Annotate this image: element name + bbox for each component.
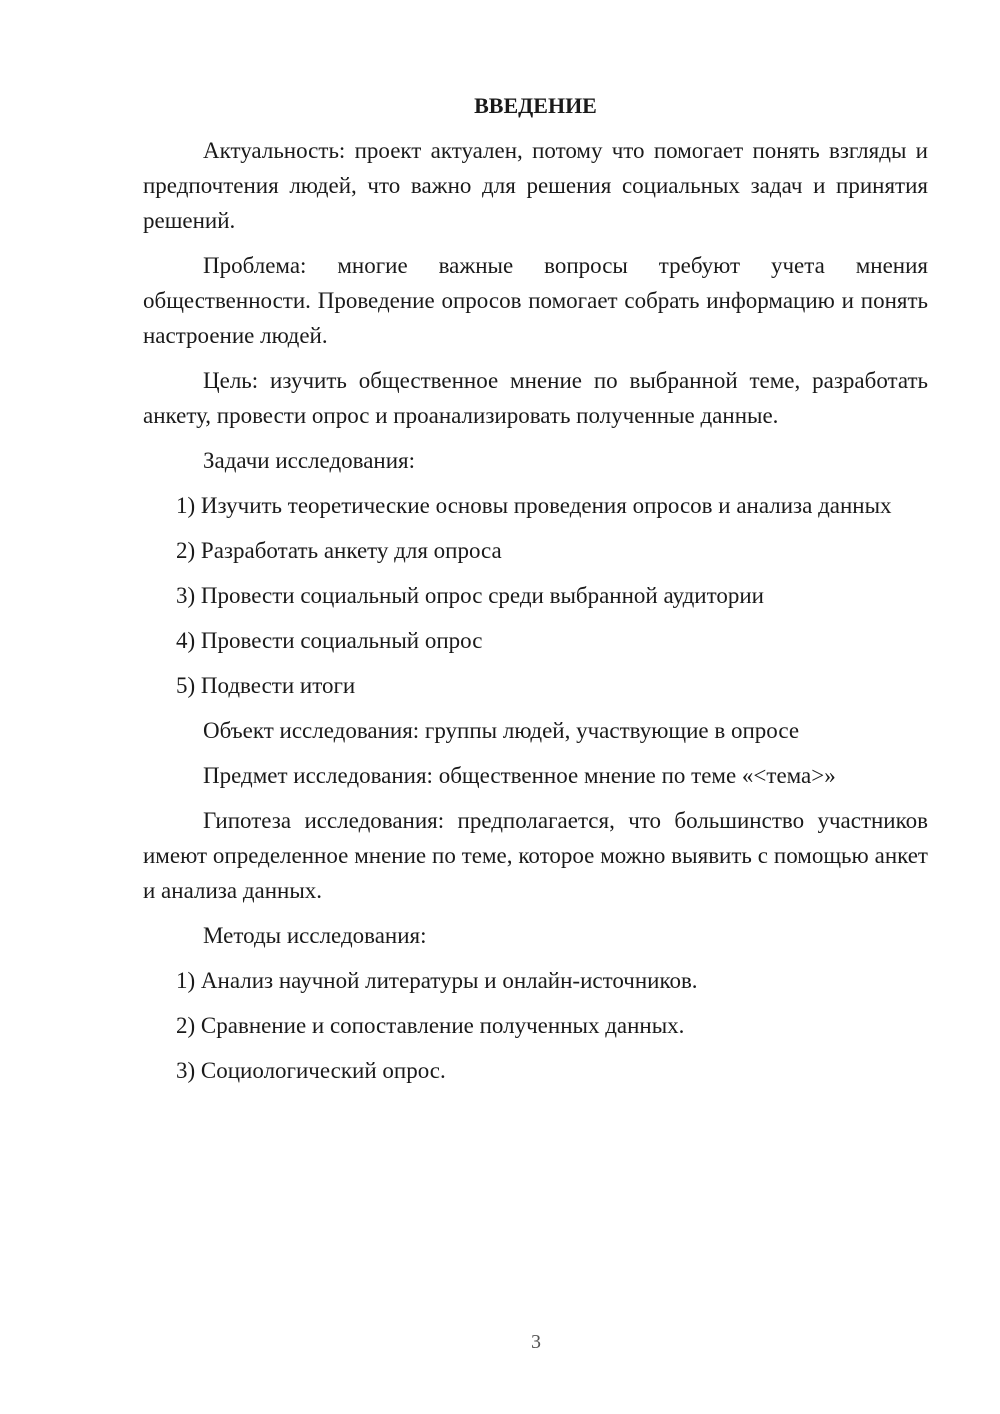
task-item: 2) Разработать анкету для опроса bbox=[176, 538, 502, 563]
method-item: 1) Анализ научной литературы и онлайн-источников. bbox=[176, 968, 698, 993]
goal-paragraph: Цель: изучить общественное мнение по выбранной теме, разработать анкету, провести опрос и проанализировать полученные данные. bbox=[143, 368, 928, 428]
subject-paragraph: Предмет исследования: общественное мнение по теме «<тема>» bbox=[203, 763, 836, 788]
tasks-heading: Задачи исследования: bbox=[203, 448, 416, 473]
object-paragraph: Объект исследования: группы людей, участвующие в опросе bbox=[203, 718, 800, 743]
hypothesis-paragraph: Гипотеза исследования: предполагается, что большинство участников имеют определенное мнение по теме, которое можно выявить с помощью анкет и анализа данных. bbox=[143, 808, 928, 903]
page-number: 3 bbox=[531, 1331, 541, 1353]
methods-heading: Методы исследования: bbox=[203, 923, 427, 948]
task-item: 5) Подвести итоги bbox=[176, 673, 356, 698]
task-item: 3) Провести социальный опрос среди выбранной аудитории bbox=[176, 583, 764, 608]
method-item: 3) Социологический опрос. bbox=[176, 1058, 446, 1083]
page-title: ВВЕДЕНИЕ bbox=[474, 93, 597, 118]
task-item: 1) Изучить теоретические основы проведения опросов и анализа данных bbox=[176, 493, 892, 518]
relevance-paragraph: Актуальность: проект актуален, потому что помогает понять взгляды и предпочтения людей, что важно для решения социальных задач и принятия решений. bbox=[143, 138, 928, 233]
problem-paragraph: Проблема: многие важные вопросы требуют учета мнения общественности. Проведение опросов помогает собрать информацию и понять настроение людей. bbox=[143, 253, 928, 348]
method-item: 2) Сравнение и сопоставление полученных данных. bbox=[176, 1013, 685, 1038]
task-item: 4) Провести социальный опрос bbox=[176, 628, 483, 653]
page-content bbox=[143, 88, 928, 1098]
